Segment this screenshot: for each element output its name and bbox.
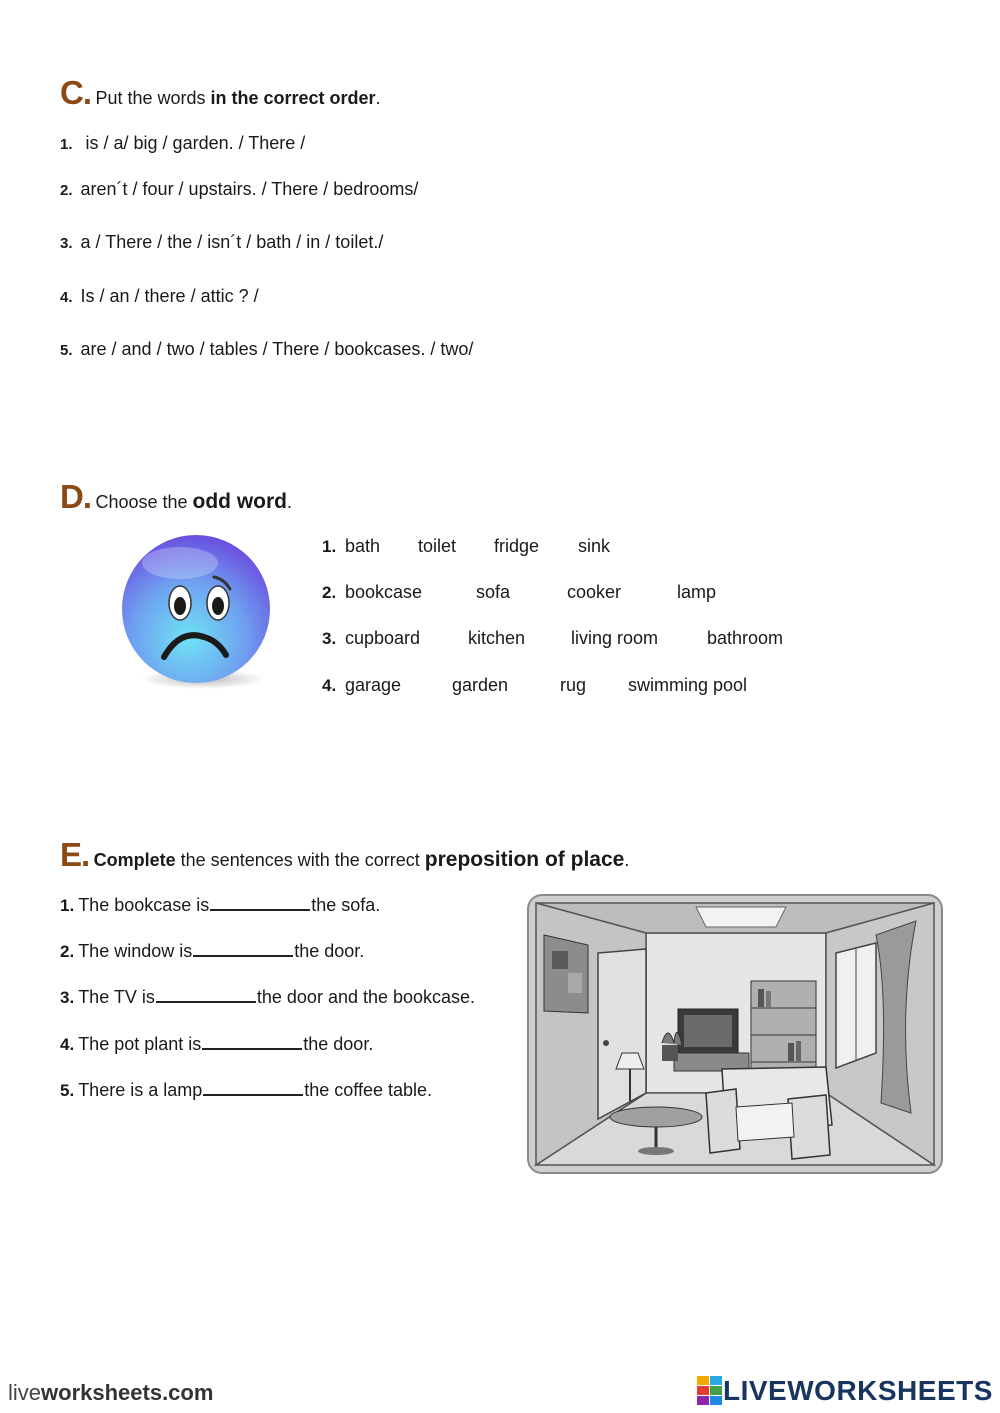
section-c-item-4: 4. Is / an / there / attic ? /: [60, 286, 259, 306]
answer-blank-5[interactable]: [203, 1078, 303, 1096]
section-c-item-2: 2. aren´t / four / upstairs. / There / bedrooms/: [60, 179, 419, 199]
footer-logo[interactable]: [697, 1375, 993, 1407]
section-e-item-1: 1. The bookcase is the sofa.: [60, 895, 381, 915]
odd-word-2-1[interactable]: bookcase: [345, 582, 423, 602]
odd-word-3-2[interactable]: kitchen: [468, 628, 526, 648]
section-e-title: Complete the sentences with the correct preposition of place.: [93, 848, 630, 871]
worried-face-icon: [118, 533, 278, 693]
section-e-item-4: 4. The pot plant is the door.: [60, 1034, 374, 1054]
footer-site-link[interactable]: liveworksheets.com: [8, 1380, 214, 1405]
section-e-item-3: 3. The TV is the door and the bookcase.: [60, 987, 476, 1007]
odd-word-3-3[interactable]: living room: [571, 628, 659, 648]
section-e-letter: E.: [60, 836, 90, 873]
living-room-illustration: [526, 893, 944, 1175]
liveworksheets-logo-icon: [697, 1376, 723, 1406]
answer-blank-1[interactable]: [210, 893, 310, 911]
answer-blank-3[interactable]: [156, 985, 256, 1003]
odd-word-row-1-num: 1.: [322, 537, 337, 556]
section-e-heading: [60, 836, 629, 874]
section-e-item-5: 5. There is a lamp the coffee table.: [60, 1080, 433, 1100]
section-c-heading: [60, 74, 381, 112]
answer-blank-2[interactable]: [193, 939, 293, 957]
odd-word-row-2-num: 2.: [322, 583, 337, 602]
footer-logo-text: LIVEWORKSHEETS: [723, 1375, 993, 1406]
section-e-item-2: 2. The window is the door.: [60, 941, 365, 961]
section-d-title: Choose the odd word.: [95, 490, 293, 513]
section-d-letter: D.: [60, 478, 91, 515]
section-c-title: Put the words in the correct order.: [95, 88, 381, 108]
section-c-item-1: 1. is / a/ big / garden. / There /: [60, 133, 306, 153]
section-d-heading: [60, 478, 292, 516]
section-c-item-3: 3. a / There / the / isn´t / bath / in / toilet./: [60, 232, 384, 252]
odd-word-1-3[interactable]: fridge: [494, 536, 540, 556]
odd-word-row-4-num: 4.: [322, 676, 337, 695]
section-c-item-5: 5. are / and / two / tables / There / bookcases. / two/: [60, 339, 474, 359]
odd-word-3-1[interactable]: cupboard: [345, 628, 421, 648]
odd-word-2-3[interactable]: cooker: [567, 582, 622, 602]
odd-word-4-2[interactable]: garden: [452, 675, 509, 695]
odd-word-4-3[interactable]: rug: [560, 675, 587, 695]
odd-word-1-1[interactable]: bath: [345, 536, 381, 556]
odd-word-2-4[interactable]: lamp: [677, 582, 717, 602]
odd-word-2-2[interactable]: sofa: [476, 582, 511, 602]
section-c-letter: C.: [60, 74, 91, 111]
odd-word-1-2[interactable]: toilet: [418, 536, 457, 556]
odd-word-1-4[interactable]: sink: [578, 536, 611, 556]
odd-word-4-1[interactable]: garage: [345, 675, 402, 695]
odd-word-3-4[interactable]: bathroom: [707, 628, 784, 648]
odd-word-4-4[interactable]: swimming pool: [628, 675, 748, 695]
odd-word-row-3-num: 3.: [322, 629, 337, 648]
answer-blank-4[interactable]: [202, 1032, 302, 1050]
